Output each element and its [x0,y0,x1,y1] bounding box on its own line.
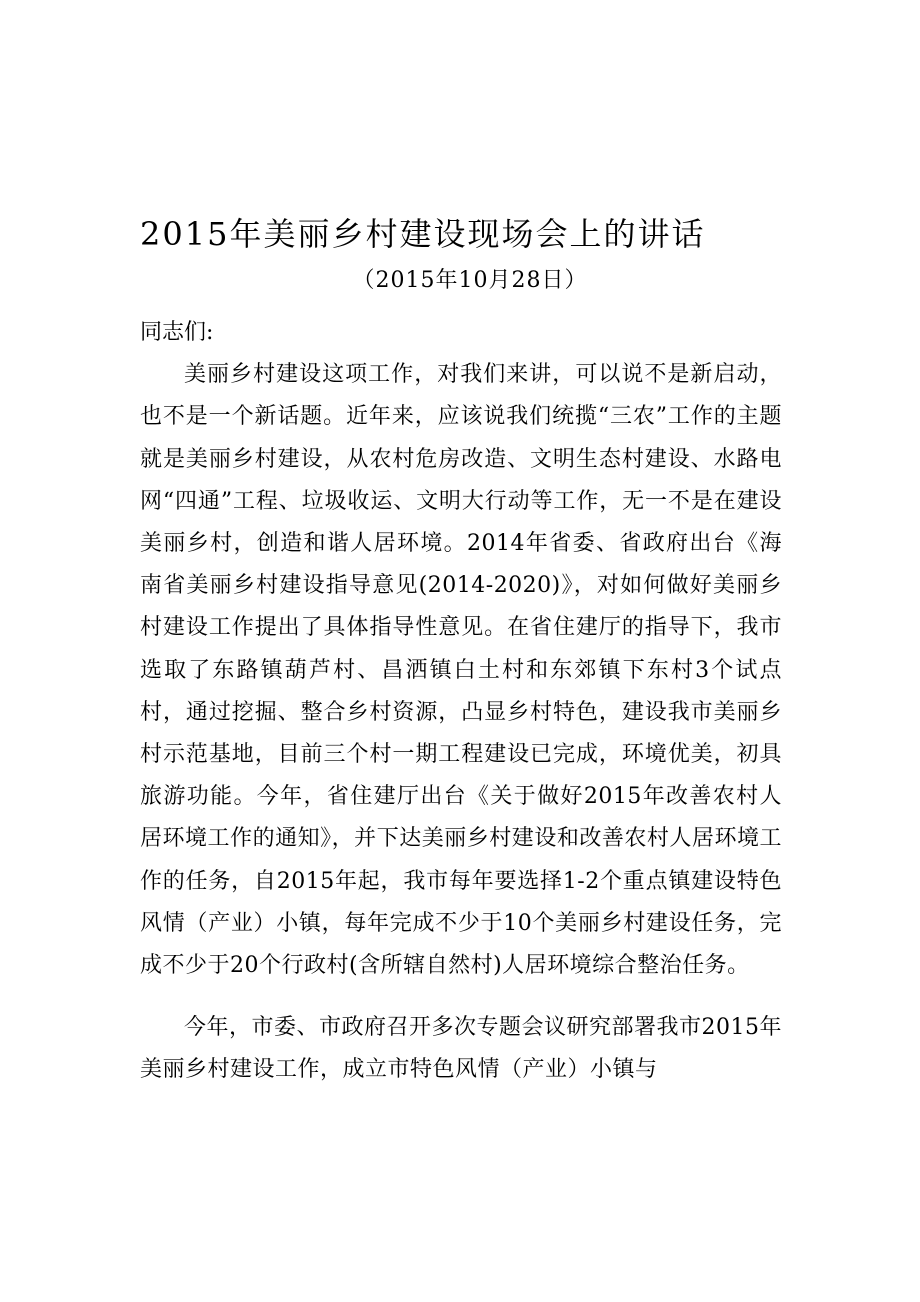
paragraph-2: 今年，市委、市政府召开多次专题会议研究部署我市2015年美丽乡村建设工作，成立市特色风情（产业）小镇与 [140,1015,782,1083]
paragraph-1: 美丽乡村建设这项工作，对我们来讲，可以说不是新启动，也不是一个新话题。近年来，应该说我们统揽“三农”工作的主题就是美丽乡村建设，从农村危房改造、文明生态村建设、水路电网“四通”工程、垃圾收运、文明大行动等工作，无一不是在建设美丽乡村，创造和谐人居环境。2014年省委、省政府出台《海南省美丽乡村建设指导意见(2014-2020)》，对如何做好美丽乡村建设工作提出了具体指导性意见。在省住建厅的指导下，我市选取了东路镇葫芦村、昌洒镇白土村和东郊镇下东村3个试点村，通过挖掘、整合乡村资源，凸显乡村特色，建设我市美丽乡村示范基地，目前三个村一期工程建设已完成，环境优美，初具旅游功能。今年，省住建厅出台《关于做好2015年改善农村人居环境工作的通知》，并下达美丽乡村建设和改善农村人居环境工作的任务，自2015年起，我市每年要选择1-2个重点镇建设特色风情（产业）小镇，每年完成不少于10个美丽乡村建设任务，完成不少于20个行政村(含所辖自然村)人居环境综合整治任务。 [140,362,782,979]
salutation: 同志们: [140,320,214,345]
document-body [140,312,782,1092]
document-title: 2015年美丽乡村建设现场会上的讲话 [140,215,706,253]
speech-date: （2015年10月28日） [352,268,588,293]
